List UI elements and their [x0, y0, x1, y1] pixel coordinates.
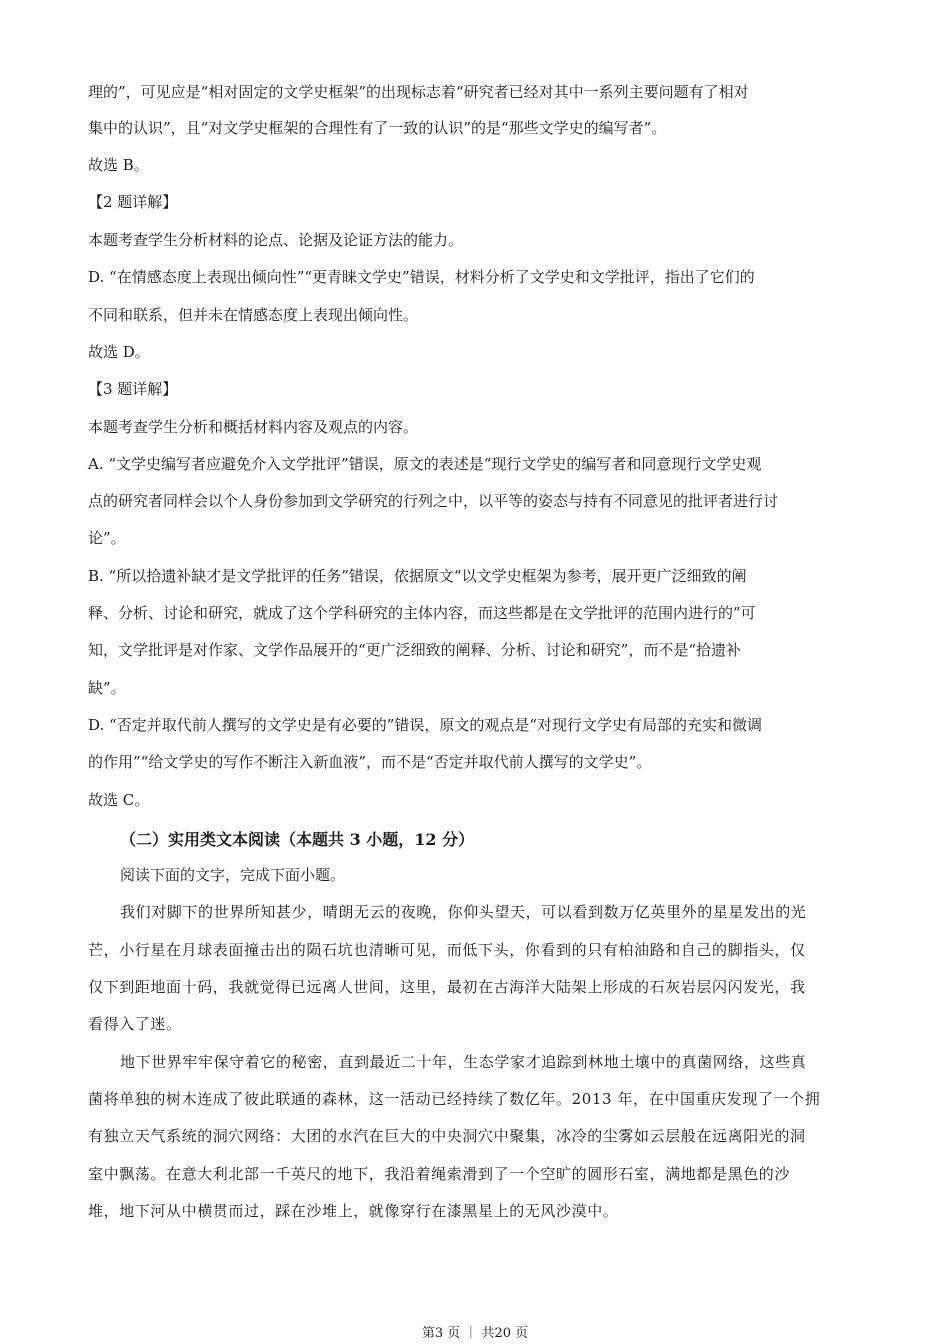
passage-line: 芒，小行星在月球表面撞击出的陨石坑也清晰可见，而低下头，你看到的只有柏油路和自己的脚指头，仅: [88, 941, 806, 959]
passage-line: 堆，地下河从中横贯而过，踩在沙堆上，就像穿行在漆黑星上的无风沙漠中。: [88, 1202, 619, 1220]
passage-line: 我们对脚下的世界所知甚少，晴朗无云的夜晚，你仰头望天，可以看到数万亿英里外的星星发出的光: [120, 903, 807, 921]
section-heading: （二）实用类文本阅读（本题共 3 小题，12 分）: [120, 830, 475, 849]
body-line: 集中的认识”，且“对文学史框架的合理性有了一致的认识”的是“那些文学史的编写者”。: [88, 119, 667, 137]
answer-line: 故选 C。: [88, 791, 150, 809]
answer-line: 故选 B。: [88, 156, 149, 174]
passage-line: 仅下到距地面十码，我就觉得已远离人世间，这里，最初在古海洋大陆架上形成的石灰岩层闪闪发光，我: [88, 978, 806, 996]
subsection-label: 【3 题详解】: [88, 380, 178, 398]
passage-line: 有独立天气系统的洞穴网络：大团的水汽在巨大的中央洞穴中聚集，冰冷的尘雾如云层般在远离阳光的洞: [88, 1127, 806, 1145]
body-line: 论”。: [88, 529, 126, 547]
passage-line: 室中飘荡。在意大利北部一千英尺的地下，我沿着绳索滑到了一个空旷的圆形石室，满地都是黑色的沙: [88, 1165, 791, 1183]
body-line: 释、分析、讨论和研究，就成了这个学科研究的主体内容，而这些都是在文学批评的范围内进行的”可: [88, 604, 756, 622]
body-line: 本题考查学生分析材料的论点、论据及论证方法的能力。: [88, 231, 464, 249]
body-line: 知，文学批评是对作家、文学作品展开的“更广泛细致的阐释、分析、讨论和研究”，而不是“拾遗补: [88, 641, 742, 659]
body-line: A. “文学史编写者应避免介入文学批评”错误，原文的表述是“现行文学史的编写者和同意现行文学史观: [88, 455, 762, 473]
body-line: D. “在情感态度上表现出倾向性”“更青睐文学史”错误，材料分析了文学史和文学批评，指出了它们的: [88, 268, 755, 286]
body-line: 理的”，可见应是“相对固定的文学史框架”的出现标志着“研究者已经对其中一系列主要问题有了相对: [88, 83, 749, 101]
answer-line: 故选 D。: [88, 343, 150, 361]
passage-line: 菌将单独的树木连成了彼此联通的森林，这一活动已经持续了数亿年。2013 年，在中国重庆发现了一个拥: [88, 1090, 821, 1108]
subsection-label: 【2 题详解】: [88, 193, 178, 211]
instruction-line: 阅读下面的文字，完成下面小题。: [120, 866, 346, 884]
passage-line: 地下世界牢牢保守着它的秘密，直到最近二十年，生态学家才追踪到林地土壤中的真菌网络，这些真: [120, 1053, 807, 1071]
body-line: 缺”。: [88, 679, 126, 697]
body-line: B. “所以拾遗补缺才是文学批评的任务”错误，依据原文“以文学史框架为参考，展开更广泛细致的阐: [88, 567, 747, 585]
body-line: D. “否定并取代前人撰写的文学史是有必要的”错误，原文的观点是“对现行文学史有局部的充实和微调: [88, 716, 763, 734]
body-line: 点的研究者同样会以个人身份参加到文学研究的行列之中，以平等的姿态与持有不同意见的批评者进行讨: [88, 492, 779, 510]
body-line: 本题考查学生分析和概括材料内容及观点的内容。: [88, 418, 419, 436]
passage-line: 看得入了迷。: [88, 1015, 182, 1033]
body-line: 的作用”“给文学史的写作不断注入新血液”，而不是“否定并取代前人撰写的文学史”。: [88, 753, 652, 771]
page-footer: 第3 页 ｜ 共20 页: [421, 1326, 529, 1341]
body-line: 不同和联系，但并未在情感态度上表现出倾向性。: [88, 306, 419, 324]
